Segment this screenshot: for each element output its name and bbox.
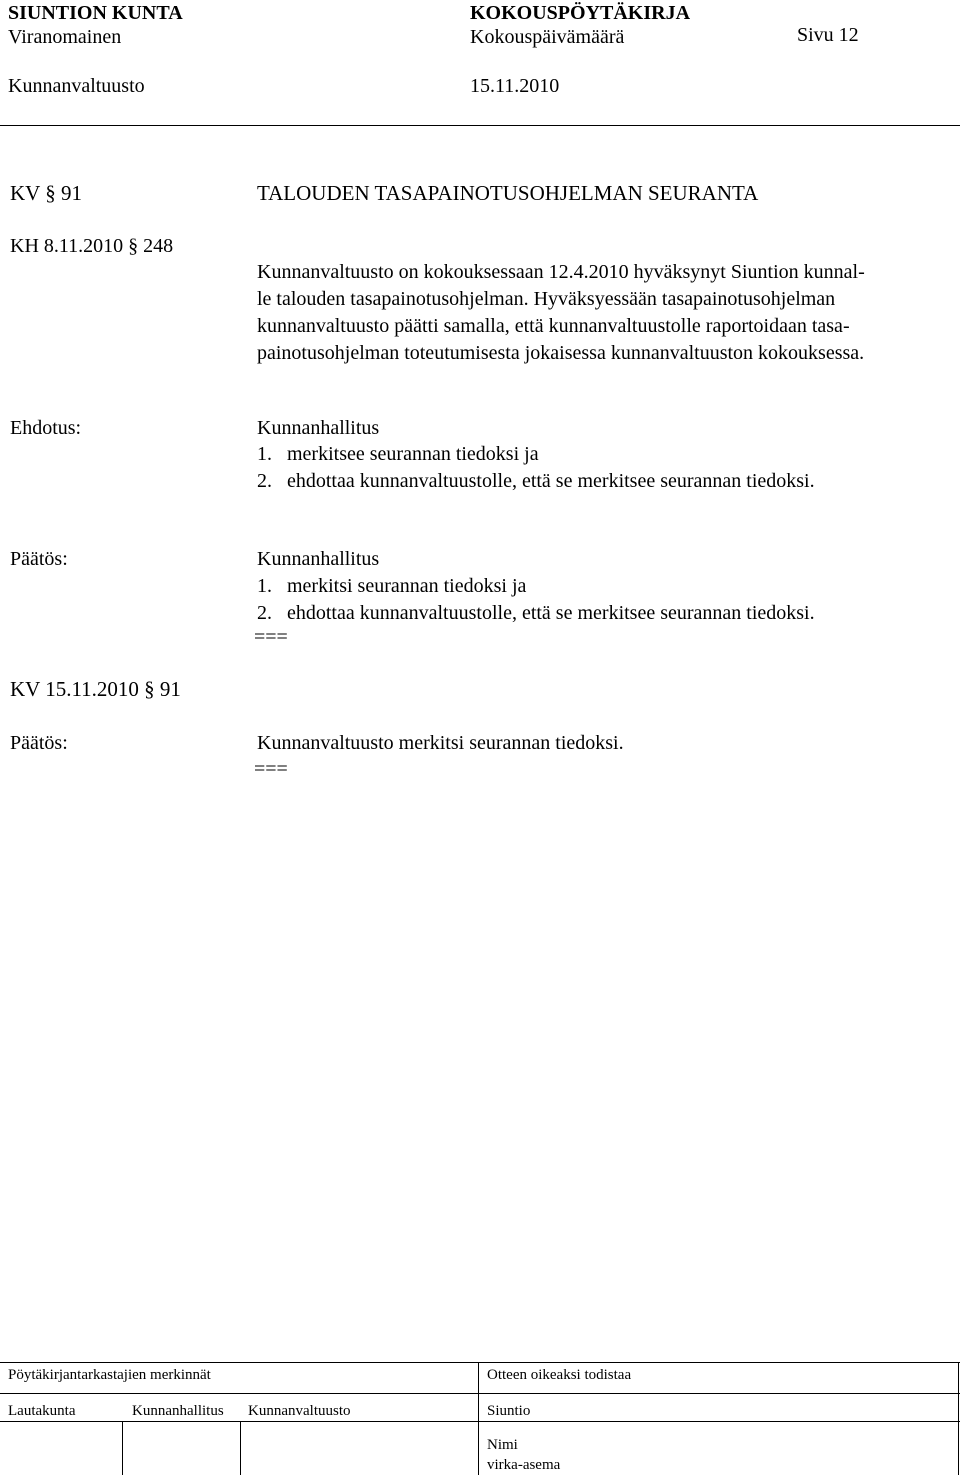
footer-name-label: Nimi — [487, 1437, 518, 1453]
footer-row-line — [0, 1421, 960, 1422]
body-line: le talouden tasapainotusohjelman. Hyväksyessään tasapainotusohjelman — [257, 288, 836, 310]
footer-vline-1 — [122, 1421, 123, 1475]
decision-label-2: Päätös: — [10, 732, 68, 754]
meeting-date-label: Kokouspäivämäärä — [470, 26, 625, 48]
list-item: 2. ehdottaa kunnanvaltuustolle, että se merkitsee seurannan tiedoksi. — [257, 470, 815, 492]
list-item: 2. ehdottaa kunnanvaltuustolle, että se merkitsee seurannan tiedoksi. — [257, 602, 815, 624]
body-line: painotusohjelman toteutumisesta jokaisessa kunnanvaltuuston kokouksessa. — [257, 342, 865, 364]
footer-divider — [0, 1393, 960, 1394]
end-mark-2: === — [254, 758, 288, 780]
list-item: 1. merkitsee seurannan tiedoksi ja — [257, 443, 539, 465]
footer-col-kunnanhallitus: Kunnanhallitus — [132, 1403, 224, 1419]
meeting-date: 15.11.2010 — [470, 75, 560, 97]
body-line: kunnanvaltuusto päätti samalla, että kunnanvaltuustolle raportoidaan tasa- — [257, 315, 850, 337]
copy-certify-label: Otteen oikeaksi todistaa — [487, 1367, 632, 1383]
organization-name: SIUNTION KUNTA — [8, 2, 183, 24]
body-line: Kunnanvaltuusto on kokouksessaan 12.4.2010 hyväksynyt Siuntion kunnal- — [257, 261, 865, 283]
section-title: TALOUDEN TASAPAINOTUSOHJELMAN SEURANTA — [257, 181, 759, 205]
list-item: 1. merkitsi seurannan tiedoksi ja — [257, 575, 527, 597]
kv-section-ref: KV § 91 — [10, 181, 82, 205]
footer-right-border — [958, 1362, 959, 1475]
footer-place: Siuntio — [487, 1403, 531, 1419]
decision-text-2: Kunnanvaltuusto merkitsi seurannan tiedoksi. — [257, 732, 624, 754]
decision-list — [257, 573, 815, 627]
decision-body-name: Kunnanhallitus — [257, 548, 380, 570]
kh-section-ref: KH 8.11.2010 § 248 — [10, 235, 174, 257]
proposal-list — [257, 441, 815, 495]
footer-vline-3 — [478, 1362, 479, 1475]
proposal-label: Ehdotus: — [10, 417, 82, 439]
reviewers-label: Pöytäkirjantarkastajien merkinnät — [8, 1367, 211, 1383]
authority-label: Viranomainen — [8, 26, 122, 48]
footer-vline-2 — [240, 1421, 241, 1475]
footer-col-kunnanvaltuusto: Kunnanvaltuusto — [248, 1403, 351, 1419]
header-divider — [0, 125, 960, 126]
kv-section-ref-2: KV 15.11.2010 § 91 — [10, 677, 181, 701]
footer-top-line — [0, 1362, 960, 1363]
authority-name: Kunnanvaltuusto — [8, 75, 145, 97]
footer-col-lautakunta: Lautakunta — [8, 1403, 76, 1419]
proposal-body-name: Kunnanhallitus — [257, 417, 380, 439]
end-mark: === — [254, 626, 288, 648]
page-number: Sivu 12 — [797, 24, 859, 46]
document-type: KOKOUSPÖYTÄKIRJA — [470, 2, 691, 24]
section-body — [257, 259, 865, 367]
footer-title-label: virka-asema — [487, 1457, 561, 1473]
decision-label: Päätös: — [10, 548, 68, 570]
